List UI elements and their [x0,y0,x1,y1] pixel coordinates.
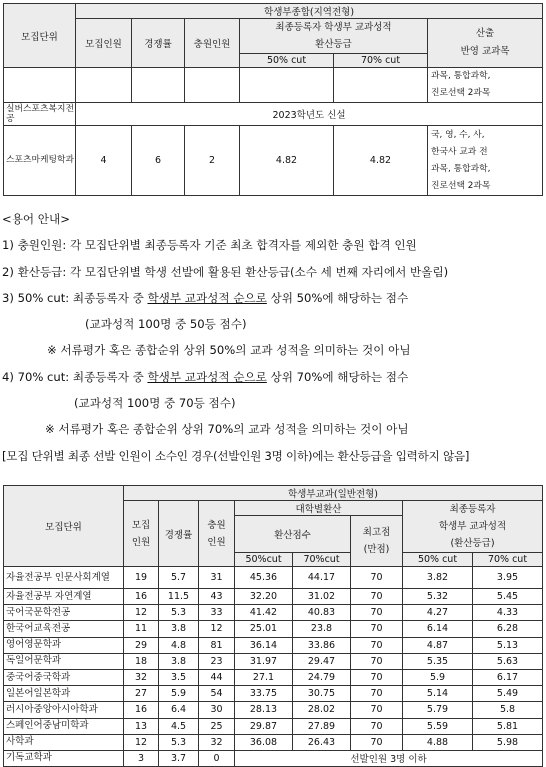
score-cut50: 29.87 [235,718,293,734]
recruit-count: 12 [124,605,159,621]
unit-name: 실버스포츠복지전공 [4,103,76,126]
note-text: 3) 50% cut: 최종등록자 중 [2,290,148,305]
term-guide [2,206,542,469]
grade-cut70: 5.98 [473,734,543,750]
header-subjects-line1: 산출 [475,28,495,39]
max-score: 70 [351,734,403,750]
header-final-grade [240,19,428,54]
note-cut70-caution: ※ 서류평가 혹은 종합순위 상위 70%의 교과 성적을 의미하는 것이 아님 [45,422,409,437]
score-cut50: 28.13 [235,702,293,718]
table-row [4,669,543,685]
max-score: 70 [351,653,403,669]
score-cut50: 31.97 [235,653,293,669]
grade-cut50: 5.79 [403,702,473,718]
unit-name: 독일어문학과 [4,653,124,669]
max-score: 70 [351,589,403,605]
extra-count: 43 [199,589,235,605]
grade-cut70: 5.81 [473,718,543,734]
note-text: 상위 70%에 해당하는 점수 [266,369,409,384]
header-score-cut70: 70%cut [293,553,351,567]
extra-count: 25 [199,718,235,734]
header-line: 인원 [131,536,151,548]
header-subjects-line2: 반영 교과목 [460,46,510,57]
max-score: 70 [351,702,403,718]
grade-cut70: 6.28 [473,621,543,637]
unit-name: 일본어일본학과 [4,686,124,702]
score-cut70: 40.83 [293,605,351,621]
grade-cut50: 4.27 [403,605,473,621]
note-underlined: 학생부 교과성적 순으로 [147,290,267,305]
header-line: 인원 [207,536,226,548]
table-row-silver-sports [4,103,543,126]
table-row [4,605,543,621]
table-row-small-cohort [4,750,543,766]
subjects-line: 진로선택 2과목 [431,88,491,98]
table-row [4,637,543,653]
table-row [4,653,543,669]
competition-rate: 6 [132,126,185,196]
grade-cut70: 5.8 [473,702,543,718]
subjects-line: 과목, 통합과학, [431,163,491,174]
table-row [4,702,543,718]
score-cut70: 27.89 [293,718,351,734]
term-guide-heading: <용어 안내> [2,212,70,226]
header-extra [199,501,235,567]
extra-count: 32 [199,734,235,750]
header-cut50: 50% cut [240,54,334,68]
competition-rate: 5.9 [159,686,199,702]
unit-name: 중국어중국학과 [4,669,124,685]
score-cut70: 33.86 [293,637,351,653]
unit-name: 사학과 [4,734,124,750]
grade-cut70: 5.45 [473,589,543,605]
extra-count: 30 [199,702,235,718]
header-line: (만점) [363,544,390,555]
competition-rate: 4.5 [159,718,199,734]
grade-cut70: 4.33 [473,605,543,621]
recruit-count: 19 [124,567,159,589]
note-text: 상위 50%에 해당하는 점수 [266,290,409,305]
new-program-note: 2023학년도 신설 [76,103,543,126]
header-subjects [428,19,543,68]
score-cut70: 23.8 [293,621,351,637]
header-line: 학생부 교과성적 [438,521,507,532]
recruit-count: 4 [76,126,132,196]
recruit-count: 11 [124,621,159,637]
note-cut70-example: (교과성적 100명 중 70등 점수) [74,396,236,411]
score-cut50: 36.14 [235,637,293,653]
grade-cut50: 6.14 [403,621,473,637]
score-cut50: 45.36 [235,567,293,589]
recruit-count: 32 [124,669,159,685]
score-cut50: 33.75 [235,686,293,702]
header-recruit [124,501,159,567]
table-row-blank [4,68,543,103]
note-cut50-caution: ※ 서류평가 혹은 종합순위 상위 50%의 교과 성적을 의미하는 것이 아님 [47,343,411,358]
max-score: 70 [351,718,403,734]
table-row [4,686,543,702]
unit-name: 영어영문학과 [4,637,124,653]
table-row [4,734,543,750]
small-cohort-note: 선발인원 3명 이하 [235,750,543,766]
extra-count: 2 [185,126,240,196]
header-final-grade [403,501,543,553]
score-cut70: 28.02 [293,702,351,718]
max-score: 70 [351,605,403,621]
recruit-count: 12 [124,734,159,750]
subjects-cell [428,126,543,196]
grade-cut50: 5.9 [403,669,473,685]
grade-cut50: 3.82 [403,567,473,589]
extra-count: 12 [199,621,235,637]
competition-rate: 5.3 [159,734,199,750]
recruit-count: 18 [124,653,159,669]
note-converted-grade: 2) 환산등급: 각 모집단위별 학생 선발에 활용된 환산등급(소수 세 번째 자리에서 반올림) [2,264,449,279]
header-cut70: 70% cut [334,54,428,68]
competition-rate: 3.5 [159,669,199,685]
competition-rate: 5.3 [159,605,199,621]
grade-cut70: 3.95 [473,567,543,589]
recruit-count: 16 [124,702,159,718]
competition-rate: 3.8 [159,653,199,669]
score-cut70: 26.43 [293,734,351,750]
note-cut50-example: (교과성적 100명 중 50등 점수) [85,317,247,332]
subjects-cell [428,68,543,103]
recruit-count: 16 [124,589,159,605]
max-score: 70 [351,686,403,702]
extra-count: 33 [199,605,235,621]
admission-table-regional [3,3,543,196]
competition-rate: 6.4 [159,702,199,718]
extra-count: 0 [199,750,235,766]
extra-count: 23 [199,653,235,669]
header-final-line1: 최종등록자 학생부 교과성적 [275,22,392,33]
unit-name: 국어국문학전공 [4,605,124,621]
grade-cut50: 5.59 [403,718,473,734]
subjects-line: 진로선택 2과목 [431,180,491,191]
recruit-count: 13 [124,718,159,734]
table-row [4,718,543,734]
cut70-grade: 4.82 [334,126,428,196]
header-line: 충원 [207,519,226,531]
table-row [4,589,543,605]
header-competition: 경쟁률 [159,501,199,567]
header-score-cut50: 50%cut [235,553,293,567]
unit-name: 기독교학과 [4,750,124,766]
competition-rate: 5.7 [159,567,199,589]
header-grade-cut70: 70% cut [473,553,543,567]
header-line: 최종등록자 [449,504,496,515]
unit-name: 한국어교육전공 [4,621,124,637]
unit-name: 스포츠마케팅학과 [4,126,76,196]
competition-rate: 11.5 [159,589,199,605]
note-text: 4) 70% cut: 최종등록자 중 [2,369,148,384]
max-score: 70 [351,567,403,589]
header-line: 최고점 [362,527,391,538]
header-track-title: 학생부교과(일반전형) [124,486,543,501]
competition-rate: 3.7 [159,750,199,766]
note-cut50 [2,285,542,311]
max-score: 70 [351,621,403,637]
admission-table-general [3,485,543,767]
unit-name: 러시아중앙아시아학과 [4,702,124,718]
header-extra: 충원인원 [185,19,240,68]
table-row [4,621,543,637]
score-cut50: 27.1 [235,669,293,685]
competition-rate: 4.8 [159,637,199,653]
grade-cut70: 5.63 [473,653,543,669]
cut50-grade: 4.82 [240,126,334,196]
subjects-line: 국, 영, 수, 사, [431,129,485,140]
unit-name: 자율전공부 인문사회계열 [4,567,124,589]
extra-count: 81 [199,637,235,653]
table-row-sports-marketing [4,126,543,196]
recruit-count: 29 [124,637,159,653]
max-score: 70 [351,669,403,685]
header-unit: 모집단위 [4,4,76,68]
score-cut70: 44.17 [293,567,351,589]
score-cut50: 36.08 [235,734,293,750]
header-max-score [351,516,403,567]
unit-name: 자율전공부 자연계열 [4,589,124,605]
header-line: (환산등급) [450,538,495,549]
header-converted-score: 환산점수 [235,516,351,553]
extra-count: 44 [199,669,235,685]
header-unit: 모집단위 [4,486,124,567]
header-track-title: 학생부종합(지역전형) [76,4,543,19]
table-row [4,567,543,589]
unit-name: 스페인어중남미학과 [4,718,124,734]
grade-cut50: 4.88 [403,734,473,750]
score-cut50: 32.20 [235,589,293,605]
note-underlined: 학생부 교과성적 순으로 [147,369,267,384]
grade-cut70: 5.13 [473,637,543,653]
score-cut50: 25.01 [235,621,293,637]
extra-count: 54 [199,686,235,702]
note-small-cohort: [모집 단위별 최종 선발 인원이 소수인 경우(선발인원 3명 이하)에는 환산등급을 입력하지 않음] [2,448,470,463]
score-cut70: 31.02 [293,589,351,605]
score-cut50: 41.42 [235,605,293,621]
grade-cut70: 6.17 [473,669,543,685]
extra-count: 31 [199,567,235,589]
header-grade-cut50: 50% cut [403,553,473,567]
recruit-count: 27 [124,686,159,702]
header-competition: 경쟁률 [132,19,185,68]
header-recruit: 모집인원 [76,19,132,68]
recruit-count: 3 [124,750,159,766]
grade-cut50: 5.14 [403,686,473,702]
competition-rate: 3.8 [159,621,199,637]
note-extra-count: 1) 충원인원: 각 모집단위별 최종등록자 기준 최초 합격자를 제외한 충원 합격 인원 [2,238,417,253]
score-cut70: 30.75 [293,686,351,702]
score-cut70: 24.79 [293,669,351,685]
header-line: 모집 [131,519,151,531]
score-cut70: 29.47 [293,653,351,669]
header-final-line2: 환산등급 [315,39,352,50]
grade-cut50: 5.32 [403,589,473,605]
max-score: 70 [351,637,403,653]
subjects-line: 과목, 통합과학, [431,71,491,81]
header-univ-conversion: 대학별환산 [235,501,403,516]
grade-cut50: 4.87 [403,637,473,653]
grade-cut50: 5.35 [403,653,473,669]
note-cut70 [2,364,542,390]
grade-cut70: 5.49 [473,686,543,702]
subjects-line: 한국사 교과 전 [431,146,488,157]
